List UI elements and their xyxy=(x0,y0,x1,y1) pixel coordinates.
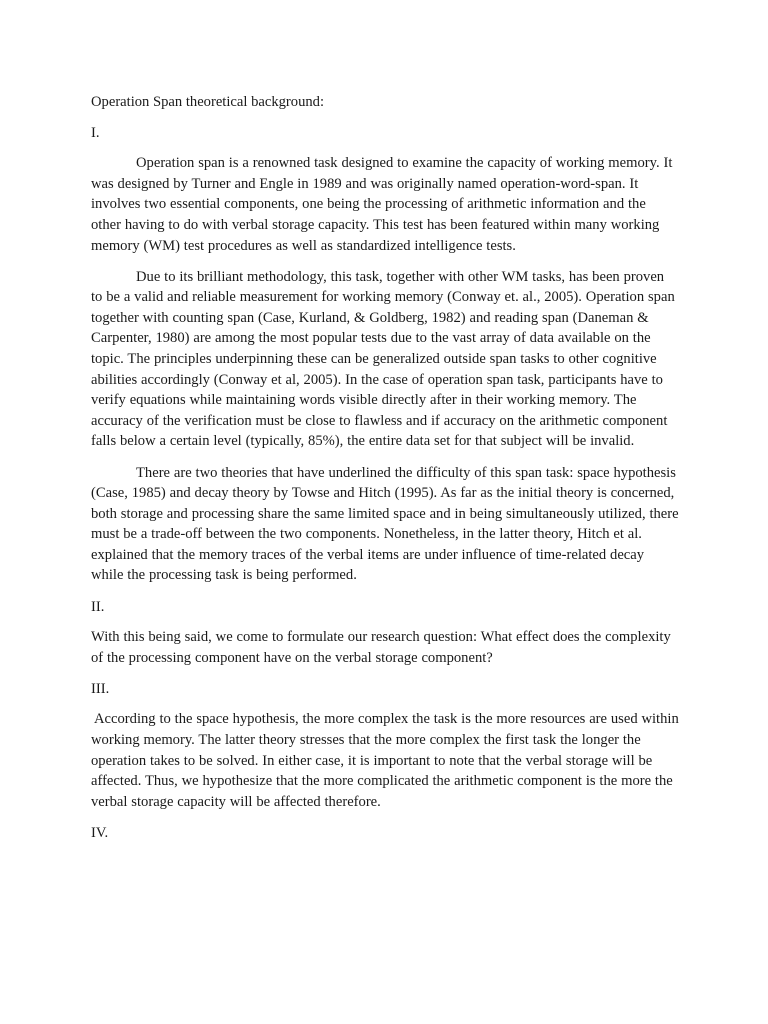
paragraph-two-theories: There are two theories that have underlined the difficulty of this span task: space hypothesis (Case, 1985) and decay theory by Towse and Hitch (1995). As far as the initial theory is concerned, both storage and processing share the same limited space and in being simultaneously utilized, there must be a trade-off between the two components. Nonetheless, in the latter theory, Hitch et al. explained that the memory traces of the verbal items are under influence of time-related decay while the processing task is being performed. xyxy=(91,464,679,584)
paragraph-operation-span-intro: Operation span is a renowned task designed to examine the capacity of working memory. It was designed by Turner and Engle in 1989 and was originally named operation-word-span. It involves two essential components, one being the processing of arithmetic information and the other having to do with verbal storage capacity. This test has been featured within many working memory (WM) test procedures as well as standardized intelligence tests. xyxy=(91,155,673,254)
paragraph-research-question: With this being said, we come to formulate our research question: What effect does the complexity of the processing component have on the verbal storage component? xyxy=(91,629,671,666)
paragraph-hypothesis: According to the space hypothesis, the more complex the task is the more resources are used within working memory. The latter theory stresses that the more complex the first task the longer the operation takes to be solved. In either case, it is important to note that the verbal storage will be affected. Thus, we hypothesize that the more complicated the arithmetic component is the more the verbal storage capacity will be affected therefore. xyxy=(91,711,679,810)
section-marker-4: IV. xyxy=(91,824,109,841)
document-title: Operation Span theoretical background: xyxy=(91,94,325,110)
section-marker-1: I. xyxy=(91,124,100,141)
section-marker-2: II. xyxy=(91,598,105,615)
document-body xyxy=(91,92,679,854)
paragraph-methodology: Due to its brilliant methodology, this task, together with other WM tasks, has been proven to be a valid and reliable measurement for working memory (Conway et. al., 2005). Operation span together with counting span (Case, Kurland, & Goldberg, 1982) and reading span (Daneman & Carpenter, 1980) are among the most popular tests due to the vast array of data available on the topic. The principles underpinning these can be generalized outside span tasks to other cognitive abilities accordingly (Conway et al, 2005). In the case of operation span task, participants have to verify equations while maintaining words visible directly after in their working memory. The accuracy of the verification must be close to flawless and if accuracy on the arithmetic component falls below a certain level (typically, 85%), the entire data set for that subject will be invalid. xyxy=(91,268,675,450)
section-marker-3: III. xyxy=(91,680,110,697)
